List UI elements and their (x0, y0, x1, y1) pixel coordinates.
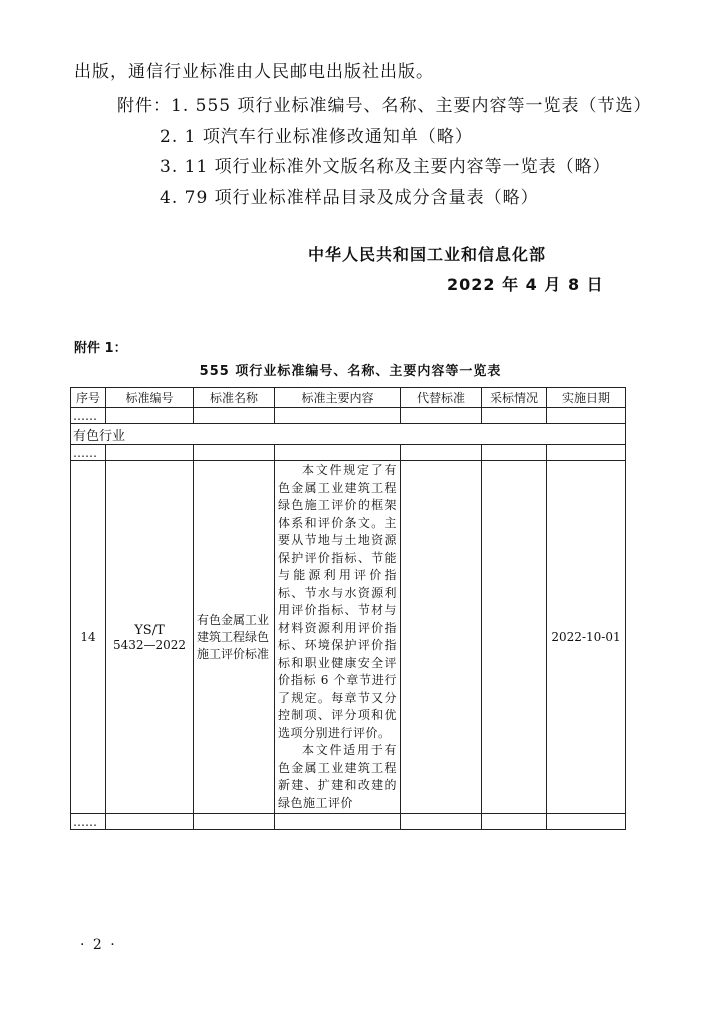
standards-table (70, 387, 626, 830)
row-replaced (401, 461, 482, 814)
attachments-line-4: 4. 79 项行业标准样品目录及成分含量表（略） (160, 188, 539, 208)
row-content (275, 461, 401, 814)
table-row (71, 445, 626, 461)
section-row (71, 424, 626, 445)
attachments-line-3: 3. 11 项行业标准外文版名称及主要内容等一览表（略） (160, 157, 611, 177)
attachments-line-2: 2. 1 项汽车行业标准修改通知单（略） (160, 127, 473, 147)
section-title: 有色行业 (71, 424, 626, 445)
attachments-line-1: 附件：1. 555 项行业标准编号、名称、主要内容等一览表（节选） (117, 96, 652, 116)
signature-org: 中华人民共和国工业和信息化部 (308, 245, 547, 264)
row-code-line2: 5432—2022 (112, 637, 187, 652)
table-header-row (71, 388, 626, 408)
table-row (71, 814, 626, 830)
ellipsis-cell: …… (71, 445, 106, 461)
ellipsis-cell: …… (71, 408, 106, 424)
row-content-p2: 本文件适用于有色金属工业建筑工程新建、扩建和改建的绿色施工评价 (278, 743, 397, 810)
header-content: 标准主要内容 (275, 388, 401, 408)
header-seq: 序号 (71, 388, 106, 408)
row-date: 2022-10-01 (547, 461, 626, 814)
table-title: 555 项行业标准编号、名称、主要内容等一览表 (199, 364, 502, 379)
row-code (106, 461, 194, 814)
row-code-line1: YS/T (134, 622, 165, 638)
page-number: · 2 · (80, 937, 117, 953)
signature-date: 2022 年 4 月 8 日 (447, 275, 604, 294)
header-date: 实施日期 (547, 388, 626, 408)
header-name: 标准名称 (194, 388, 275, 408)
header-replaced: 代替标准 (401, 388, 482, 408)
header-adoption: 采标情况 (482, 388, 547, 408)
ellipsis-cell: …… (71, 814, 106, 830)
attachment-label: 附件 1： (74, 341, 127, 356)
row-adoption (482, 461, 547, 814)
table-row (71, 408, 626, 424)
table-row (71, 461, 626, 814)
row-content-p1: 本文件规定了有色金属工业建筑工程绿色施工评价的框架体系和评价条文。主要从节地与土地资源保护评价指标、节能与能源利用评价指标、节水与水资源利用评价指标、节材与材料资源利用评价指标、环境保护评价指标和职业健康安全评价指标 6 个章节进行了规定。每章节又分控制项、评分项和优选项分别进行评价。 (278, 463, 397, 740)
body-line-1: 出版，通信行业标准由人民邮电出版社出版。 (74, 62, 434, 82)
row-name: 有色金属工业建筑工程绿色施工评价标准 (194, 461, 275, 814)
header-code: 标准编号 (106, 388, 194, 408)
row-seq: 14 (71, 461, 106, 814)
